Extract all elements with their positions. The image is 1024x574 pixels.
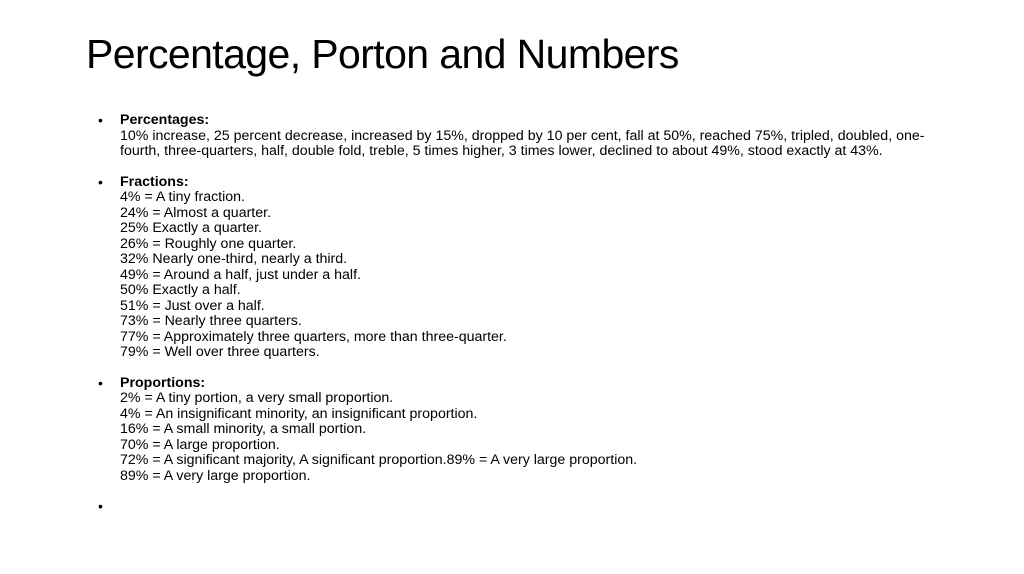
proportion-line: 70% = A large proportion. — [120, 436, 280, 453]
proportion-line: 2% = A tiny portion, a very small proportion. — [120, 390, 394, 406]
fraction-line: 79% = Well over three quarters. — [120, 344, 320, 360]
bullet-dot: • — [98, 112, 103, 128]
proportion-line: 4% = An insignificant minority, an insignificant proportion. — [120, 405, 478, 422]
bullet-fractions — [98, 175, 958, 361]
fraction-line: 26% = Roughly one quarter. — [120, 235, 297, 252]
bullet-dot: • — [98, 173, 103, 190]
fraction-line: 32% Nearly one-third, nearly a third. — [120, 251, 348, 267]
bullet-dot: • — [98, 374, 103, 391]
proportions-heading: Proportions: — [120, 374, 206, 391]
fraction-line: 25% Exactly a quarter. — [120, 220, 262, 236]
fraction-line: 50% Exactly a half. — [120, 282, 241, 298]
bullet-dot: • — [98, 498, 103, 514]
proportion-line: 72% = A significant majority, A significant proportion.89% = A very large proportion. — [120, 452, 638, 468]
fraction-line: 24% = Almost a quarter. — [120, 204, 272, 221]
proportion-line: 16% = A small minority, a small portion. — [120, 421, 367, 437]
fraction-line: 77% = Approximately three quarters, more than three-quarter. — [120, 328, 507, 345]
bullet-proportions — [98, 376, 958, 485]
fraction-line: 73% = Nearly three quarters. — [120, 313, 302, 329]
slide-title: Percentage, Porton and Numbers — [86, 31, 679, 77]
bullet-empty — [98, 499, 958, 515]
bullet-list — [98, 113, 958, 515]
percentages-text: 10% increase, 25 percent decrease, increased by 15%, dropped by 10 per cent, fall at 50%, reached 75%, tripled, doubled, one-fourth, three-quarters, half, double fold, treble, 5 times higher, 3 times lower, declined to about 49%, stood exactly at 43%. — [120, 127, 925, 159]
fractions-heading: Fractions: — [120, 173, 189, 190]
fraction-line: 49% = Around a half, just under a half. — [120, 266, 361, 283]
fraction-line: 51% = Just over a half. — [120, 297, 265, 314]
proportion-line: 89% = A very large proportion. — [120, 467, 311, 484]
fraction-line: 4% = A tiny fraction. — [120, 189, 245, 205]
percentages-heading: Percentages: — [120, 112, 210, 128]
bullet-percentages — [98, 113, 958, 160]
